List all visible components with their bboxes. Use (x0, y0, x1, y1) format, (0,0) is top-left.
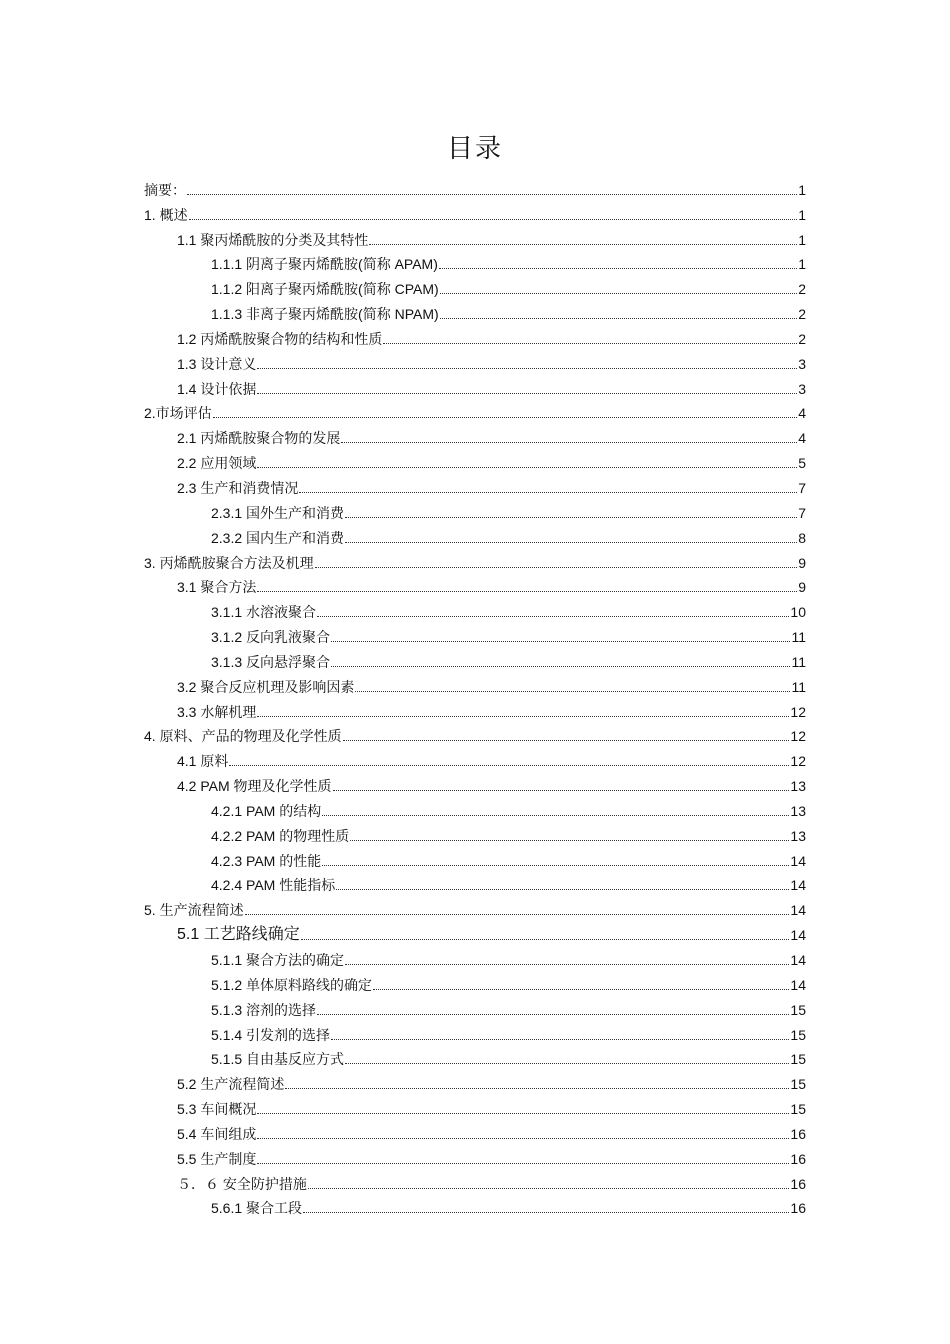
toc-entry[interactable] (144, 348, 806, 373)
toc-entry[interactable] (144, 845, 806, 870)
toc-entry-page-number: 15 (790, 1101, 806, 1118)
toc-entry-page-number: 14 (790, 976, 806, 993)
toc-entry[interactable] (144, 1193, 806, 1218)
toc-entry-label: 5.1.5 自由基反应方式 (211, 1051, 345, 1068)
dot-leader (331, 640, 790, 642)
dot-leader (257, 367, 797, 369)
dot-leader (303, 1211, 789, 1213)
toc-entry[interactable] (144, 696, 806, 721)
toc-entry-page-number: 15 (790, 1076, 806, 1093)
toc-entry-label: 5.6.1 聚合工段 (211, 1200, 303, 1217)
dot-leader (440, 317, 798, 319)
dot-leader (257, 715, 789, 717)
toc-entry[interactable] (144, 1019, 806, 1044)
toc-entry-page-number: 13 (790, 802, 806, 819)
dot-leader (257, 392, 797, 394)
toc-entry-label: 摘要： (144, 181, 186, 198)
toc-entry-label: 5.3 车间概况 (177, 1101, 257, 1118)
dot-leader (350, 839, 789, 841)
toc-entry[interactable] (144, 1118, 806, 1143)
dot-leader (189, 218, 798, 220)
toc-entry-label: 3.1.1 水溶液聚合 (211, 604, 317, 621)
toc-entry-label: 4.2.3 PAM 的性能 (211, 852, 322, 869)
toc-entry-label: 1. 概述 (144, 206, 188, 223)
toc-entry-page-number: 1 (798, 206, 806, 223)
toc-entry[interactable] (144, 472, 806, 497)
toc-entry-page-number: 12 (790, 753, 806, 770)
toc-entry-label: 3.1.3 反向悬浮聚合 (211, 653, 331, 670)
dot-leader (336, 888, 789, 890)
toc-entry-label: 2.1 丙烯酰胺聚合物的发展 (177, 430, 341, 447)
toc-entry-page-number: 9 (798, 554, 806, 571)
toc-entry-label: 2.3.2 国内生产和消费 (211, 529, 345, 546)
dot-leader (345, 541, 797, 543)
toc-entry-page-number: 13 (790, 827, 806, 844)
dot-leader (345, 1062, 789, 1064)
toc-entry[interactable] (144, 273, 806, 298)
dot-leader (257, 590, 797, 592)
toc-entry-page-number: 1 (798, 181, 806, 198)
toc-entry-page-number: 14 (790, 877, 806, 894)
dot-leader (341, 441, 797, 443)
toc-entry-label: 5.1 工艺路线确定 (177, 926, 300, 944)
dot-leader (187, 193, 797, 195)
dot-leader (369, 243, 797, 245)
toc-entry-page-number: 1 (798, 256, 806, 273)
toc-entry[interactable] (144, 323, 806, 348)
toc-entry-page-number: 11 (791, 653, 806, 670)
dot-leader (322, 814, 789, 816)
toc-entry-label: 2.3.1 国外生产和消费 (211, 504, 345, 521)
toc-entry-page-number: 16 (790, 1175, 806, 1192)
toc-entry-label: 4.2.2 PAM 的物理性质 (211, 827, 350, 844)
toc-entry[interactable] (144, 969, 806, 994)
toc-entry[interactable] (144, 224, 806, 249)
dot-leader (333, 789, 790, 791)
toc-entry-label: 1.1.1 阴离子聚丙烯酰胺(简称 APAM) (211, 256, 438, 273)
dot-leader (331, 665, 790, 667)
toc-entry-page-number: 16 (790, 1200, 806, 1217)
table-of-contents (144, 174, 806, 1217)
dot-leader (257, 1162, 789, 1164)
toc-entry-page-number: 15 (790, 1051, 806, 1068)
toc-entry-page-number: 14 (790, 952, 806, 968)
toc-entry-page-number: 16 (790, 1125, 806, 1142)
toc-entry-label: 5.4 车间组成 (177, 1125, 257, 1142)
toc-entry-page-number: 14 (790, 902, 806, 919)
toc-entry-label: 5.2 生产流程简述 (177, 1076, 285, 1093)
toc-entry-page-number: 14 (790, 927, 806, 944)
toc-entry-label: 5.1.3 溶剂的选择 (211, 1001, 317, 1018)
toc-entry[interactable] (144, 795, 806, 820)
toc-entry-label: 1.1 聚丙烯酰胺的分类及其特性 (177, 231, 369, 248)
toc-entry[interactable] (144, 671, 806, 696)
toc-entry-label: 4.2 PAM 物理及化学性质 (177, 778, 332, 795)
toc-entry[interactable] (144, 373, 806, 398)
toc-entry[interactable] (144, 1093, 806, 1118)
toc-entry[interactable] (144, 1044, 806, 1069)
dot-leader (439, 267, 797, 269)
dot-leader (308, 1187, 790, 1189)
toc-entry-page-number: 11 (791, 629, 806, 646)
toc-entry-label: 1.3 设计意义 (177, 355, 257, 372)
dot-leader (285, 1087, 789, 1089)
toc-entry-page-number: 4 (798, 430, 806, 447)
dot-leader (299, 491, 797, 493)
toc-entry-label: 5. 生产流程简述 (144, 902, 244, 919)
dot-leader (257, 1137, 789, 1139)
toc-entry-label: 4.2.4 PAM 性能指标 (211, 877, 336, 894)
toc-entry-page-number: 10 (790, 604, 806, 621)
toc-entry-label: 3.1 聚合方法 (177, 579, 257, 596)
toc-entry-page-number: 14 (790, 852, 806, 869)
toc-entry[interactable] (144, 721, 806, 746)
dot-leader (440, 292, 798, 294)
toc-entry-label: 1.1.3 非离子聚丙烯酰胺(简称 NPAM) (211, 306, 439, 323)
toc-entry[interactable] (144, 497, 806, 522)
toc-entry-label: 3.2 聚合反应机理及影响因素 (177, 678, 355, 695)
toc-entry[interactable] (144, 298, 806, 323)
toc-entry-label: 2.3 生产和消费情况 (177, 479, 299, 496)
toc-entry-label: 3.1.2 反向乳液聚合 (211, 629, 331, 646)
toc-entry-page-number: 3 (798, 380, 806, 397)
toc-entry[interactable] (144, 745, 806, 770)
dot-leader (257, 1112, 789, 1114)
toc-entry-page-number: 12 (790, 703, 806, 720)
toc-entry[interactable] (144, 422, 806, 447)
toc-entry-page-number: 2 (798, 306, 806, 323)
toc-entry-page-number: 7 (798, 504, 806, 521)
toc-entry-page-number: 13 (790, 778, 806, 795)
toc-entry[interactable] (144, 894, 806, 919)
dot-leader (301, 938, 790, 940)
toc-entry-page-number: 15 (790, 1001, 806, 1018)
toc-entry-page-number: 7 (798, 479, 806, 496)
toc-entry[interactable] (144, 820, 806, 845)
toc-entry-page-number: 15 (790, 1026, 806, 1043)
toc-entry-label: 1.1.2 阳离子聚丙烯酰胺(简称 CPAM) (211, 281, 439, 298)
dot-leader (343, 739, 790, 741)
toc-entry-page-number: 9 (798, 579, 806, 596)
dot-leader (345, 516, 797, 518)
dot-leader (383, 342, 797, 344)
toc-entry[interactable] (144, 199, 806, 224)
toc-entry-label: 1.4 设计依据 (177, 380, 257, 397)
dot-leader (257, 466, 797, 468)
dot-leader (245, 913, 790, 915)
toc-entry-page-number: 11 (791, 678, 806, 695)
toc-entry[interactable] (144, 596, 806, 621)
dot-leader (322, 864, 789, 866)
dot-leader (355, 690, 790, 692)
toc-entry[interactable] (144, 944, 806, 969)
toc-entry-label: ５．６ 安全防护措施 (177, 1175, 307, 1192)
toc-entry-label: 5.1.4 引发剂的选择 (211, 1026, 331, 1043)
toc-entry-page-number: 5 (798, 455, 806, 472)
toc-entry[interactable] (144, 994, 806, 1019)
toc-title: 目录 (446, 133, 503, 163)
toc-entry-label: 5.1.1 聚合方法的确定 (211, 952, 345, 968)
toc-entry-label: 4.2.1 PAM 的结构 (211, 802, 322, 819)
toc-entry-page-number: 4 (798, 405, 806, 422)
toc-entry[interactable] (144, 1143, 806, 1168)
dot-leader (317, 1013, 789, 1015)
toc-entry-page-number: 3 (798, 355, 806, 372)
dot-leader (229, 764, 789, 766)
toc-entry-page-number: 2 (798, 281, 806, 298)
toc-entry[interactable] (144, 447, 806, 472)
toc-entry[interactable] (144, 870, 806, 895)
toc-entry[interactable] (144, 919, 806, 944)
dot-leader (331, 1038, 789, 1040)
toc-entry-label: 3. 丙烯酰胺聚合方法及机理 (144, 554, 314, 571)
toc-entry-label: 2.2 应用领域 (177, 455, 257, 472)
toc-entry-label: 4.1 原料 (177, 753, 229, 770)
toc-entry-label: 2.市场评估 (144, 405, 212, 422)
toc-entry-label: 5.1.2 单体原料路线的确定 (211, 976, 373, 993)
toc-entry[interactable] (144, 1168, 806, 1193)
toc-entry[interactable] (144, 249, 806, 274)
toc-entry-label: 3.3 水解机理 (177, 703, 257, 720)
toc-entry[interactable] (144, 770, 806, 795)
toc-entry-page-number: 16 (790, 1150, 806, 1167)
toc-entry-page-number: 12 (790, 728, 806, 745)
dot-leader (317, 615, 789, 617)
toc-entry-page-number: 1 (798, 231, 806, 248)
toc-entry-page-number: 8 (798, 529, 806, 546)
toc-entry[interactable] (144, 572, 806, 597)
toc-entry[interactable] (144, 621, 806, 646)
toc-entry-label: 1.2 丙烯酰胺聚合物的结构和性质 (177, 330, 383, 347)
dot-leader (213, 416, 798, 418)
dot-leader (315, 566, 798, 568)
toc-entry[interactable] (144, 547, 806, 572)
toc-entry-page-number: 2 (798, 330, 806, 347)
dot-leader (373, 988, 789, 990)
toc-entry-label: 5.5 生产制度 (177, 1150, 257, 1167)
toc-entry[interactable] (144, 522, 806, 547)
toc-entry[interactable] (144, 398, 806, 423)
dot-leader (345, 963, 789, 965)
toc-entry[interactable] (144, 646, 806, 671)
toc-entry[interactable] (144, 1068, 806, 1093)
toc-entry[interactable] (144, 174, 806, 199)
toc-entry-label: 4. 原料、产品的物理及化学性质 (144, 728, 342, 745)
